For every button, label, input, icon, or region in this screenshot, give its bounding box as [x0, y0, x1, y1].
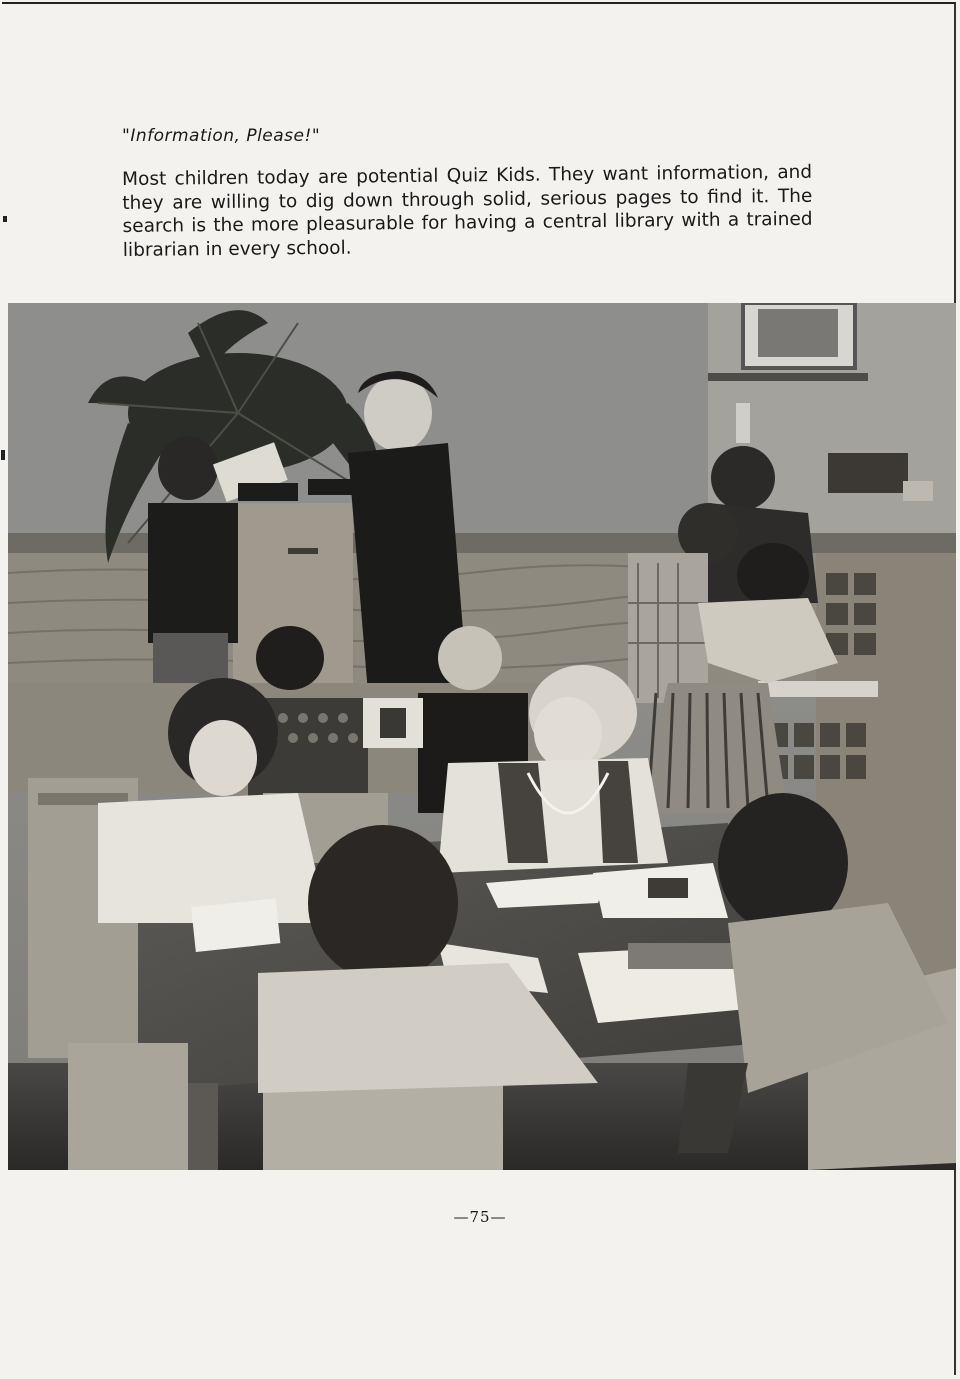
caption-title: "Information, Please!"	[122, 126, 321, 146]
caption-body: Most children today are potential Quiz Kids. They want information, and they are willing to dig down through solid, serious pages to find it. The search is the more pleasurable for having a central library with a trained librarian in every school.	[122, 161, 813, 261]
page-number: —75—	[453, 1208, 507, 1226]
edge-mark	[1, 450, 5, 460]
edge-mark	[3, 216, 7, 222]
library-photograph	[8, 303, 956, 1170]
